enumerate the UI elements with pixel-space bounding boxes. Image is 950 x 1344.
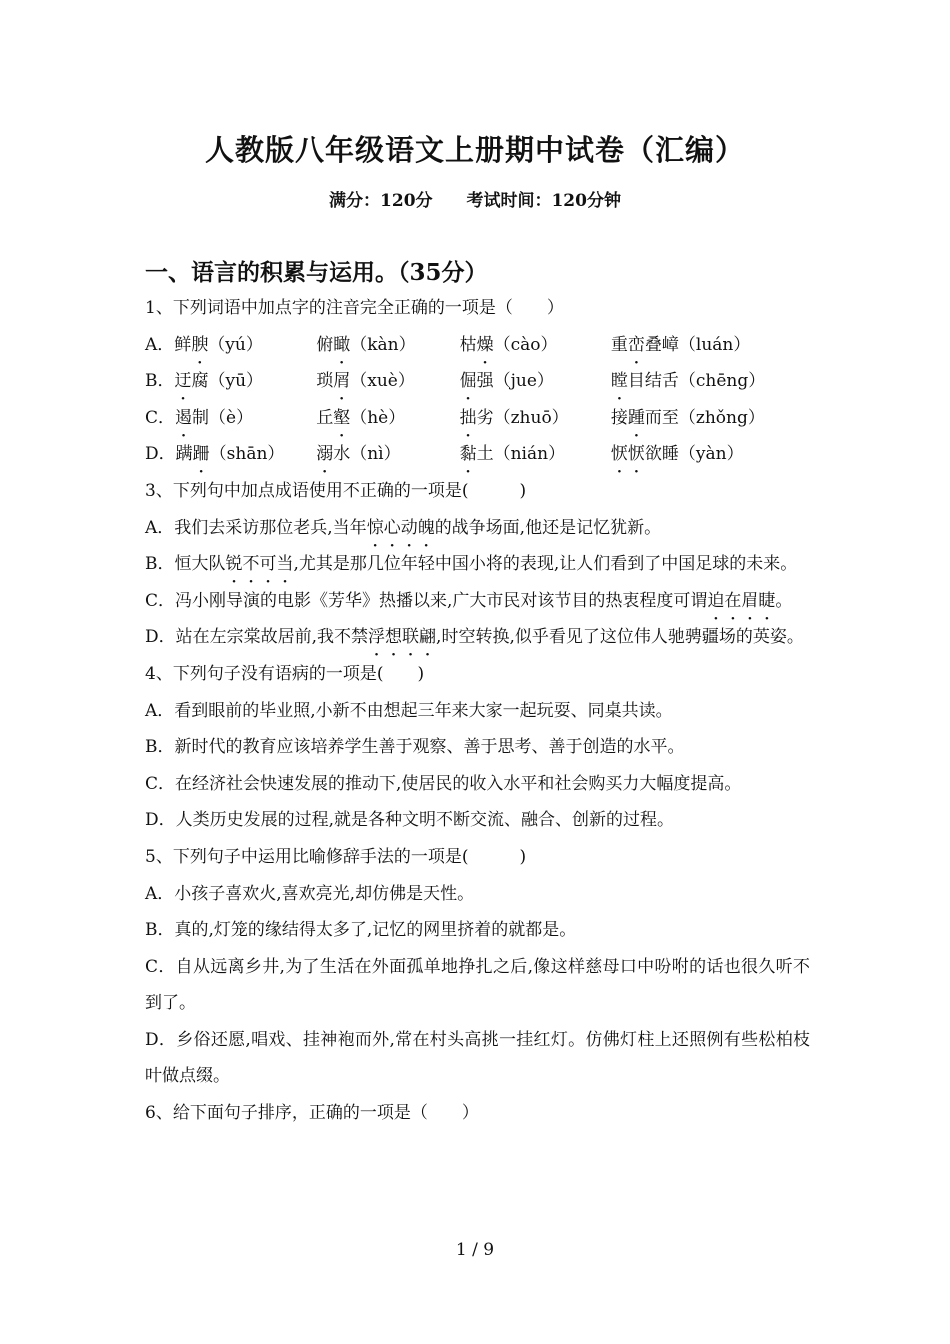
question-5-option-a: A．小孩子喜欢火,喜欢亮光,却仿佛是天性。 bbox=[145, 883, 475, 904]
word-pinyin-item bbox=[460, 400, 611, 437]
dotted-idiom: 惊心动魄 bbox=[366, 517, 435, 538]
option-text: 的战争场面,他还是记忆犹新。 bbox=[434, 517, 662, 538]
full-score: 满分：120分 bbox=[329, 191, 433, 211]
word-pinyin-item bbox=[145, 400, 316, 437]
word-text: 俯 bbox=[316, 334, 334, 355]
question-4-option-c: C．在经济社会快速发展的推动下,使居民的收入水平和社会购买力大幅度提高。 bbox=[145, 773, 742, 794]
word-pinyin-item bbox=[611, 436, 810, 473]
word-text: 接 bbox=[610, 407, 628, 428]
word-text: 强（jue） bbox=[476, 371, 554, 392]
word-text: 制（è） bbox=[192, 407, 254, 428]
word-text: 叠嶂（luán） bbox=[644, 334, 751, 355]
option-text: 。 bbox=[775, 590, 793, 611]
word-pinyin-item bbox=[460, 436, 611, 473]
word-pinyin-item bbox=[145, 327, 316, 364]
option-label: A． bbox=[145, 334, 175, 355]
question-4-option-a: A．看到眼前的毕业照,小新不由想起三年来大家一起玩耍、同桌共读。 bbox=[145, 700, 673, 721]
dotted-character: 腴 bbox=[191, 334, 209, 355]
dotted-character: 跚 bbox=[192, 444, 210, 465]
question-1-stem: 1、下列词语中加点字的注音完全正确的一项是（ ） bbox=[145, 298, 564, 318]
section-heading: 一、语言的积累与运用。（35分） bbox=[145, 259, 488, 286]
word-pinyin-item bbox=[316, 327, 459, 364]
question-5-option-b: B．真的,灯笼的缘结得太多了,记忆的网里挤着的就都是。 bbox=[145, 920, 577, 941]
option-text: B．恒大队 bbox=[145, 554, 226, 575]
word-pinyin-item bbox=[611, 400, 810, 437]
word-text: 枯 bbox=[459, 334, 477, 355]
dotted-character: 峦 bbox=[627, 334, 645, 355]
dotted-character: 溺 bbox=[316, 444, 334, 465]
word-pinyin-item bbox=[145, 363, 316, 400]
option-label: C． bbox=[145, 407, 176, 428]
question-4-option-b: B．新时代的教育应该培养学生善于观察、善于思考、善于创造的水平。 bbox=[145, 737, 685, 758]
word-text: 水（nì） bbox=[333, 444, 401, 465]
word-text: （cào） bbox=[493, 334, 558, 355]
dotted-character: 迂 bbox=[174, 371, 192, 392]
question-6-stem: 6、给下面句子排序，正确的一项是（ ） bbox=[145, 1103, 479, 1124]
question-3-option-d bbox=[145, 619, 810, 656]
exam-time: 考试时间：120分钟 bbox=[466, 191, 621, 211]
word-text: 重 bbox=[610, 334, 628, 355]
word-text: 琐 bbox=[316, 371, 334, 392]
word-text: 而至（zhǒng） bbox=[644, 407, 765, 428]
dotted-character: 恹恹 bbox=[610, 444, 645, 465]
exam-info bbox=[0, 186, 950, 211]
page-number: 1 / 9 bbox=[455, 1240, 495, 1260]
dotted-idiom: 锐不可当 bbox=[225, 554, 294, 575]
option-text: C．冯小刚导演的电影《芳华》热播以来,广大市民对该节目的热衷程度可谓 bbox=[145, 590, 708, 611]
question-1-option-row bbox=[145, 363, 810, 400]
word-text: 蹒 bbox=[175, 444, 193, 465]
question-3-option-b bbox=[145, 546, 810, 583]
word-pinyin-item bbox=[460, 327, 611, 364]
dotted-character: 壑 bbox=[333, 407, 351, 428]
question-1-options bbox=[145, 327, 810, 473]
word-text: （kàn） bbox=[350, 334, 416, 355]
word-text: 目结舌（chēng） bbox=[627, 371, 766, 392]
word-text: 土（nián） bbox=[476, 444, 566, 465]
word-pinyin-item bbox=[611, 363, 810, 400]
word-text: 丘 bbox=[316, 407, 334, 428]
dotted-idiom: 迫在眉睫 bbox=[707, 590, 776, 611]
word-text: （yú） bbox=[208, 334, 263, 355]
question-3-option-c bbox=[145, 583, 810, 620]
question-5-option-d: D．乡俗还愿,唱戏、挂神袍而外,常在村头高挑一挂红灯。仿佛灯柱上还照例有些松柏枝叶做点缀。 bbox=[145, 1029, 810, 1087]
question-4-stem: 4、下列句子没有语病的一项是( ) bbox=[145, 663, 425, 684]
question-content bbox=[145, 290, 810, 1132]
word-pinyin-item bbox=[611, 327, 810, 364]
question-5-option-c: C．自从远离乡井,为了生活在外面孤单地挣扎之后,像这样慈母口中吩咐的话也很久听不到了。 bbox=[145, 956, 810, 1014]
word-text: 欲睡（yàn） bbox=[644, 444, 744, 465]
word-text: 腐（yū） bbox=[191, 371, 264, 392]
word-text: （xuè） bbox=[350, 371, 415, 392]
dotted-character: 瞰 bbox=[333, 334, 351, 355]
dotted-idiom: 浮想联翩 bbox=[368, 627, 437, 648]
word-text: （shān） bbox=[209, 444, 285, 465]
option-text: ,尤其是那几位年轻中国小将的表现,让人们看到了中国足球的未来。 bbox=[293, 554, 798, 575]
dotted-character: 遏 bbox=[175, 407, 193, 428]
question-3-option-a bbox=[145, 510, 810, 547]
dotted-character: 倔 bbox=[459, 371, 477, 392]
dotted-character: 燥 bbox=[476, 334, 494, 355]
question-5-stem: 5、下列句子中运用比喻修辞手法的一项是( ) bbox=[145, 846, 527, 867]
question-1-option-row bbox=[145, 400, 810, 437]
dotted-character: 瞠 bbox=[610, 371, 628, 392]
dotted-character: 黏 bbox=[459, 444, 477, 465]
option-label: D． bbox=[145, 444, 176, 465]
question-4-option-d: D．人类历史发展的过程,就是各种文明不断交流、融合、创新的过程。 bbox=[145, 810, 675, 831]
question-1-option-row bbox=[145, 327, 810, 364]
dotted-character: 踵 bbox=[627, 407, 645, 428]
word-text: （hè） bbox=[350, 407, 406, 428]
option-label: B． bbox=[145, 371, 175, 392]
dotted-character: 拙 bbox=[459, 407, 477, 428]
page-title: 人教版八年级语文上册期中试卷（汇编） bbox=[204, 133, 745, 167]
question-1-option-row bbox=[145, 436, 810, 473]
word-text: 劣（zhuō） bbox=[476, 407, 569, 428]
word-pinyin-item bbox=[145, 436, 316, 473]
option-text: D．站在左宗棠故居前,我不禁 bbox=[145, 627, 369, 648]
question-3-stem: 3、下列句中加点成语使用不正确的一项是( ) bbox=[145, 480, 527, 501]
word-text: 鲜 bbox=[174, 334, 192, 355]
dotted-character: 屑 bbox=[333, 371, 351, 392]
option-text: A．我们去采访那位老兵,当年 bbox=[145, 517, 367, 538]
option-text: ,时空转换,似乎看见了这位伟人驰骋疆场的英姿。 bbox=[436, 627, 804, 648]
